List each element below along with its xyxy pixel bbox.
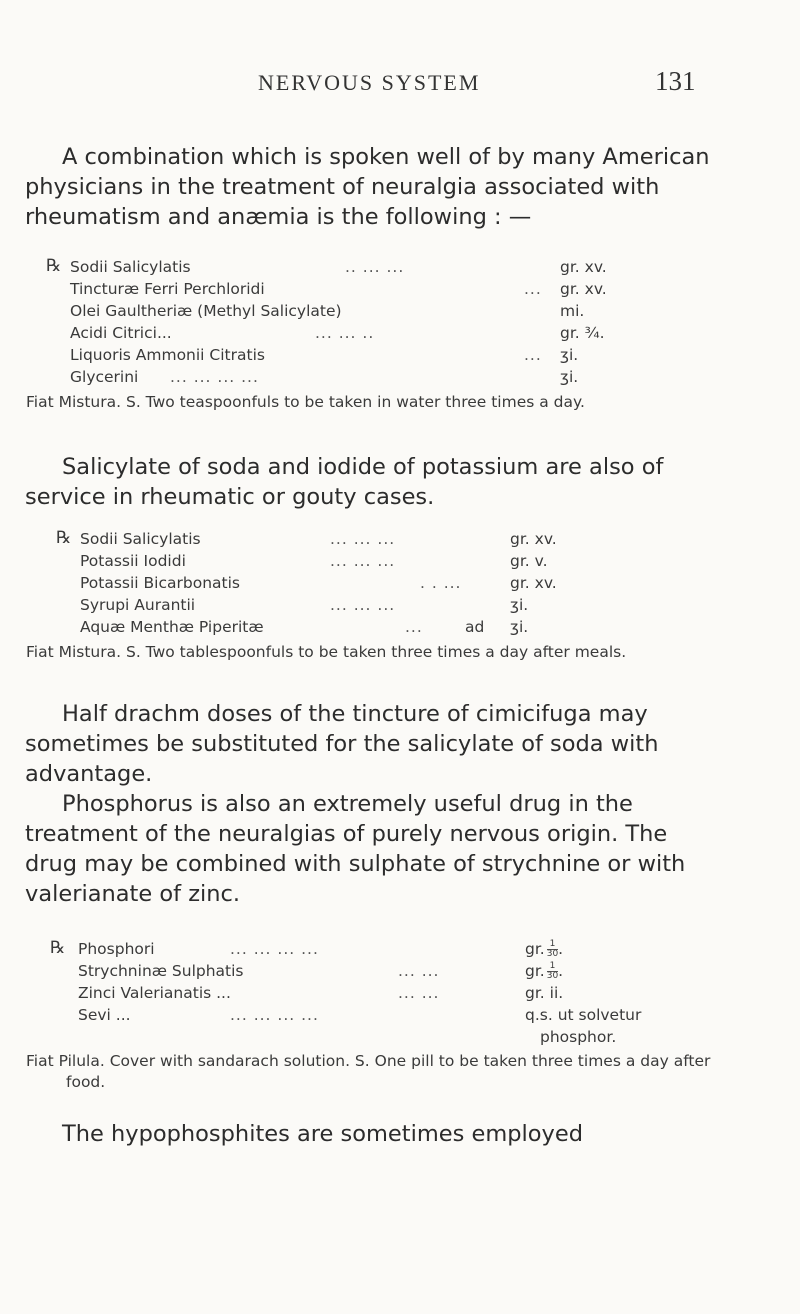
recipe-symbol: ℞: [56, 528, 72, 548]
rx-ingredient: Sodii Salicylatis: [80, 530, 201, 548]
prescription-1-directions: Fiat Mistura. S. Two teaspoonfuls to be taken in water three times a day.: [26, 393, 585, 411]
rx-leader-dots: ...: [524, 280, 542, 298]
rx-ingredient: Acidi Citrici...: [70, 324, 172, 342]
rx-line: [0, 368, 800, 390]
rx-leader-dots: ... ... ...: [330, 552, 396, 570]
rx-line: [0, 280, 800, 302]
rx-dose-continuation: phosphor.: [540, 1028, 617, 1046]
rx-ingredient: Aquæ Menthæ Piperitæ: [80, 618, 264, 636]
rx-dose: gr. v.: [510, 552, 548, 570]
recipe-symbol: ℞: [46, 256, 62, 276]
rx-dose: gr. $\frac{1}{30}$ .: [525, 939, 564, 959]
rx-line: [0, 346, 800, 368]
paragraph-salicylate: [25, 452, 715, 512]
rx-dose: gr. xv.: [560, 280, 607, 298]
paragraph-text: Half drachm doses of the tincture of cimicifuga may sometimes be substituted for the salicylate of soda with advantage.: [25, 701, 659, 787]
rx-leader-dots: ... ... ... ...: [230, 1006, 319, 1024]
paragraph-phosphorus: [25, 789, 715, 909]
rx-ingredient: Sodii Salicylatis: [70, 258, 191, 276]
rx-line: [0, 962, 800, 984]
rx-line: [0, 302, 800, 324]
recipe-symbol: ℞: [50, 938, 66, 958]
rx-dose: gr. ii.: [525, 984, 564, 1002]
rx-leader-dots: ... ... ...: [330, 530, 396, 548]
rx-line: [0, 596, 800, 618]
rx-ingredient: Glycerini: [70, 368, 139, 386]
rx-line: [0, 324, 800, 346]
rx-leader-dots: ... ... ...: [330, 596, 396, 614]
rx-line: [0, 258, 800, 280]
paragraph-text: The hypophosphites are sometimes employed: [62, 1121, 583, 1147]
rx-ingredient: Olei Gaultheriæ (Methyl Salicylate): [70, 302, 342, 320]
rx-leader-dots: ...: [405, 618, 423, 636]
rx-line: [0, 1006, 800, 1028]
running-head: [0, 66, 800, 100]
rx-line: [0, 1028, 800, 1050]
rx-dose: gr. xv.: [560, 258, 607, 276]
rx-ingredient: Phosphori: [78, 940, 155, 958]
rx-dose: gr. ¾.: [560, 324, 605, 342]
paragraph-text: Phosphorus is also an extremely useful drug in the treatment of the neuralgias of purely nervous origin. The drug may be combined with sulphate of strychnine or with valerianate of zinc.: [25, 791, 686, 907]
rx-ingredient: Tincturæ Ferri Perchloridi: [70, 280, 265, 298]
paragraph-text: A combination which is spoken well of by many American physicians in the treatment of neuralgia associated with rheumatism and anæmia is the following : —: [25, 144, 710, 230]
paragraph-combination: [25, 142, 715, 232]
rx-line: [0, 552, 800, 574]
rx-dose: gr. $\frac{1}{30}$ .: [525, 961, 564, 981]
page-number: 131: [655, 66, 696, 96]
paragraph-text: Salicylate of soda and iodide of potassium are also of service in rheumatic or gouty cases.: [25, 454, 664, 510]
rx-leader-dots: ... ...: [398, 984, 440, 1002]
dose-fraction: $\frac{1}{30}$: [546, 961, 559, 981]
rx-leader-dots: . . ...: [420, 574, 462, 592]
prescription-3-directions: Fiat Pilula. Cover with sandarach solution. S. One pill to be taken three times a day after food.: [26, 1052, 711, 1091]
rx-ingredient: Syrupi Aurantii: [80, 596, 196, 614]
rx-line: [0, 530, 800, 552]
rx-dose: q.s. ut solvetur: [525, 1006, 642, 1024]
rx-leader-dots: .. ... ...: [345, 258, 405, 276]
rx-dose: ʒi.: [510, 618, 529, 636]
rx-ingredient: Potassii Iodidi: [80, 552, 186, 570]
rx-ingredient: Strychninæ Sulphatis: [78, 962, 244, 980]
rx-leader-dots: ... ... ..: [315, 324, 375, 342]
rx-leader-dots: ... ... ... ...: [230, 940, 319, 958]
running-head-title: NERVOUS SYSTEM: [258, 70, 481, 95]
rx-ingredient: Potassii Bicarbonatis: [80, 574, 240, 592]
rx-dose: gr. xv.: [510, 530, 557, 548]
prescription-2-directions: Fiat Mistura. S. Two tablespoonfuls to be taken three times a day after meals.: [26, 643, 627, 661]
paragraph-cimicifuga: [25, 699, 715, 789]
rx-leader-dots: ... ... ... ...: [170, 368, 259, 386]
rx-dose: gr. xv.: [510, 574, 557, 592]
rx-leader-dots: ... ...: [398, 962, 440, 980]
rx-line: [0, 574, 800, 596]
rx-dose: ʒi.: [560, 346, 579, 364]
rx-ingredient: Liquoris Ammonii Citratis: [70, 346, 265, 364]
rx-line: [0, 618, 800, 640]
dose-fraction: $\frac{1}{30}$: [546, 939, 559, 959]
rx-dose: mi.: [560, 302, 585, 320]
rx-line: [0, 984, 800, 1006]
rx-line: [0, 940, 800, 962]
rx-leader-dots: ...: [524, 346, 542, 364]
rx-ingredient: Zinci Valerianatis ...: [78, 984, 231, 1002]
rx-ingredient: Sevi ...: [78, 1006, 131, 1024]
rx-dose: ʒi.: [510, 596, 529, 614]
rx-prefix: ad: [465, 618, 485, 636]
rx-dose: ʒi.: [560, 368, 579, 386]
paragraph-hypophosphites: [25, 1119, 715, 1149]
